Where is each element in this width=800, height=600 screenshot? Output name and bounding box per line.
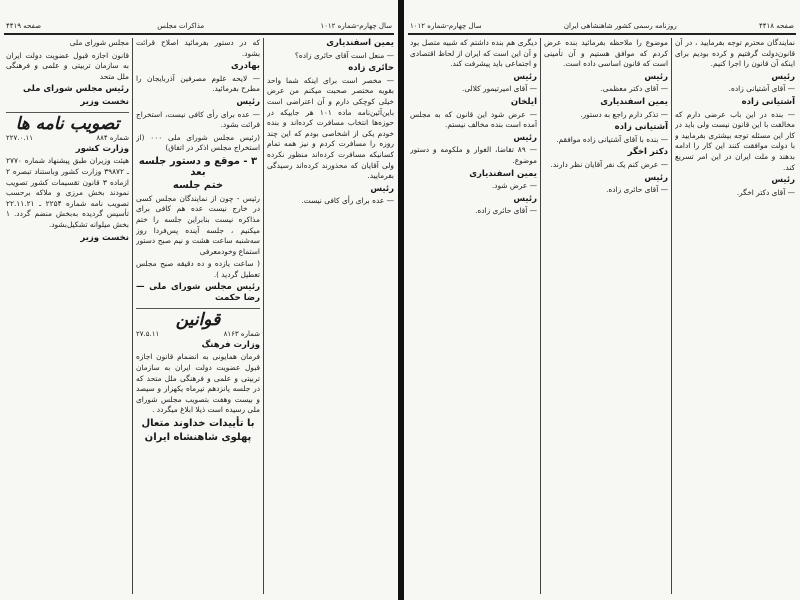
column-divider (132, 38, 133, 594)
paragraph: — آقای آشتیانی زاده. (728, 84, 795, 94)
paragraph: رئیس - چون از نمایندگان مجلس کسی در خارج نیست عده هم کافی برای مذاکره نیست بنابراین جلسه را ختم میکنیم ، جلسه آینده پس‌فردا روز سه‌شنبه ساعت هشت و نیم صبح دستور استماع وخودمعرفی (136, 193, 260, 256)
document-number: شماره ۸۸۴ (96, 134, 129, 143)
speaker-name: آشتیانی زاده (614, 122, 668, 133)
section-heading: تصویب نامه ها (15, 113, 120, 134)
speaker-name: رئیس (513, 71, 537, 82)
column (136, 38, 260, 594)
document-number: شماره ۸۱۶۳ (223, 330, 260, 339)
speaker-name: ایلخان (510, 96, 537, 107)
speaker-name: آشتیانی زاده (741, 96, 795, 107)
column (267, 38, 394, 594)
paragraph: — آقای حائری زاده. (606, 185, 668, 195)
paragraph: مجلس شورای ملی (69, 38, 129, 47)
section-title: مذاکرات مجلس (157, 22, 205, 30)
speaker-name: رئیس (771, 71, 795, 82)
speaker-name: وزارت کشور (75, 143, 129, 154)
speaker-name: رئیس (513, 132, 537, 143)
paragraph: — عده برای رأی کافی نیست. (301, 196, 394, 206)
section-heading: قوانین (175, 309, 221, 330)
paragraph: — آقای دکتر اخگر. (736, 187, 795, 197)
section-rule (136, 308, 260, 309)
paragraph: — لایحه علوم مصرفین آذربایجان را مطرح بفرمائید. (136, 73, 260, 94)
paragraph: — عرض کنم یک نفر آقایان نظر دارند. (550, 159, 668, 169)
paragraph: — آقای حائری زاده. (475, 206, 537, 216)
issue-number: سال چهارم-شماره ۱۰۱۲ (410, 22, 482, 30)
paragraph: — ۸۹ تقاضا، الغوار و ملکومه و دستور موضوع. (410, 145, 537, 165)
left-page (0, 0, 398, 600)
subheading: با تأییدات خداوند متعال (141, 418, 255, 429)
column (410, 38, 537, 594)
paragraph: که در دستور بفرمائید اصلاح قرائت بشود. (136, 38, 260, 58)
paragraph: موضوع را ملاحظه بفرمائید بنده عرض کردم که موافق هستیم و آن تأمینی است که قانون اساسی داده است. (544, 38, 668, 69)
speaker-name: رئیس (771, 175, 795, 186)
paragraph: — بنده در این باب عرضی دارم که مخالفت با این قانون نیست ولی باید در کار این مسئله توجه بیشتری بفرمایید و با دولت موافقت کنند این کار را ادامه بدهند و ملت ایران در این امر تسریع کند. (675, 109, 795, 172)
subheading: پهلوی شاهنشاه ایران (144, 431, 252, 443)
speaker-name: رئیس (370, 183, 394, 194)
subheading: ختم جلسه (172, 180, 224, 192)
speaker-name: نخست وزیر (80, 96, 129, 107)
paragraph: — عده برای رأی کافی نیست، استخراج قرائت بشود. (136, 109, 260, 130)
right-page (404, 0, 800, 600)
paragraph: — تذکر دارم راجع به دستور. (580, 109, 668, 119)
speaker-name: رئیس (236, 96, 260, 107)
speaker-name: وزارت فرهنگ (201, 339, 260, 350)
speaker-name: رئیس (513, 193, 537, 204)
column (6, 38, 129, 594)
paragraph: (رئیس مجلس شورای ملی ۰۰۰ (از استخراج مجلس اذکر در اتفاق) (136, 132, 260, 153)
paragraph: دیگری هم بنده داشتم که شبیه متصل بود و آن این است که ایران از لحاظ اقتصادی و اجتماعی باید پیشرفت کند. (410, 38, 537, 69)
header-rule (408, 33, 796, 35)
paragraph: — آقای امیرتیمور کلالی. (461, 84, 537, 94)
document-meta (136, 329, 260, 340)
paragraph: قانون اجازه قبول عضویت دولت ایران به سازمان تربیتی و علمی و فرهنگی ملل متحد (6, 50, 129, 81)
page-number: صفحه ۴۴۱۸ (758, 22, 794, 30)
column-divider (671, 38, 672, 594)
speaker-name: رئیس مجلس شورای ملی — رضا حکمت (136, 282, 260, 304)
speaker-name: حائری زاده (348, 63, 394, 74)
speaker-name: دکتر اخگر (627, 147, 668, 158)
paragraph: فرمان همایونی به انضمام قانون اجازه قبول عضویت دولت ایران به سازمان تربیتی و علمی و فرهنگی ملل متحد که در جلسه پانزدهم تیرماه یکهزار و سیصد و بیست وهفت بتصویب مجلس شورای ملی رسیده است ذیلا ابلاغ میگردد . (136, 352, 260, 415)
document-date: ۲۲۷.۰.۱۱ (6, 134, 34, 143)
paragraph: — آقای دکتر معظمی. (600, 84, 668, 94)
paragraph: — عرض شود. (491, 181, 537, 191)
header-rule (4, 33, 394, 35)
document-meta (6, 133, 129, 144)
column-divider (540, 38, 541, 594)
speaker-name: یمین اسفندیاری (326, 38, 394, 48)
subheading: ۳ - موقع و دستور جلسه بعد (138, 155, 258, 178)
speaker-name: رئیس (644, 71, 668, 82)
speaker-name: یمین اسفندیاری (600, 96, 668, 107)
paragraph: هیئت وزیران طبق پیشنهاد شماره ۲۷۷۰ ـ ۳۹۸۷۲ وزارت کشور وباستناد تبصره ۲ ازماده ۳ قانون تقسیمات کشور تصویب نمودند بخش مرزی و ملاکه برحسب تصویب نامه شماره ۲۲۵۴ ـ ۲۲.۱۱.۲۱ تأسیس گردیده به‌بخش منضم گردد. ۱ بخش میلوانه تشکیل‌بشود. (6, 156, 129, 229)
speaker-name: رئیس (644, 172, 668, 183)
column (544, 38, 668, 594)
speaker-name: بهادری (230, 61, 260, 72)
page-number: صفحه ۴۴۱۹ (6, 22, 42, 30)
paragraph: — مخصر است برای اینکه شما واحد بقویه مختصر صحبت میکنم من عرض خیلی کوچکی دارم و آن اعتراضی است باین‌آئین‌نامه ماده ۱۰۱ هر جاییکه در حوزه‌ها انتخاب مسافرت کرده‌اند و بنده خودم یکی از اشخاصی بودم که این چند روزه را مسافرت کردم و نیز همه تمام کسانیکه مسافرت کرده‌اند منظور نکرده ولی آقایان که محذورند کرده‌اند رسیدگی بفرمایید. (267, 75, 394, 181)
document-date: ۲۷.۵.۱۱ (136, 330, 160, 339)
paragraph: نمایندگان محترم توجه بفرمایید ، در آن قانون‌دولت گرفتیم و کرده بودیم برای اینکه آن قانون را اجرا کنیم. (675, 38, 795, 69)
speaker-name: یمین اسفندیاری (469, 168, 537, 179)
column (675, 38, 795, 594)
section-rule (6, 112, 129, 113)
paragraph: — عرض شود این قانون که به مجلس آمده است بنده مخالف نیستم. (410, 109, 537, 130)
paragraph: — بنده با آقای آشتیانی زاده موافقم. (556, 134, 668, 144)
speaker-name: رئیس مجلس شورای ملی (23, 84, 129, 95)
paragraph: — منعل است آقای حائری زاده؟ (294, 50, 394, 60)
speaker-name: نخست وزیر (80, 232, 129, 243)
gazette-title: روزنامه رسمی کشور شاهنشاهی ایران (563, 22, 677, 30)
column-divider (263, 38, 264, 594)
paragraph: ( ساعت یازده و ده دقیقه صبح مجلس تعطیل گردید ). (136, 259, 260, 279)
issue-number: سال چهارم-شماره ۱۰۱۲ (320, 22, 392, 30)
